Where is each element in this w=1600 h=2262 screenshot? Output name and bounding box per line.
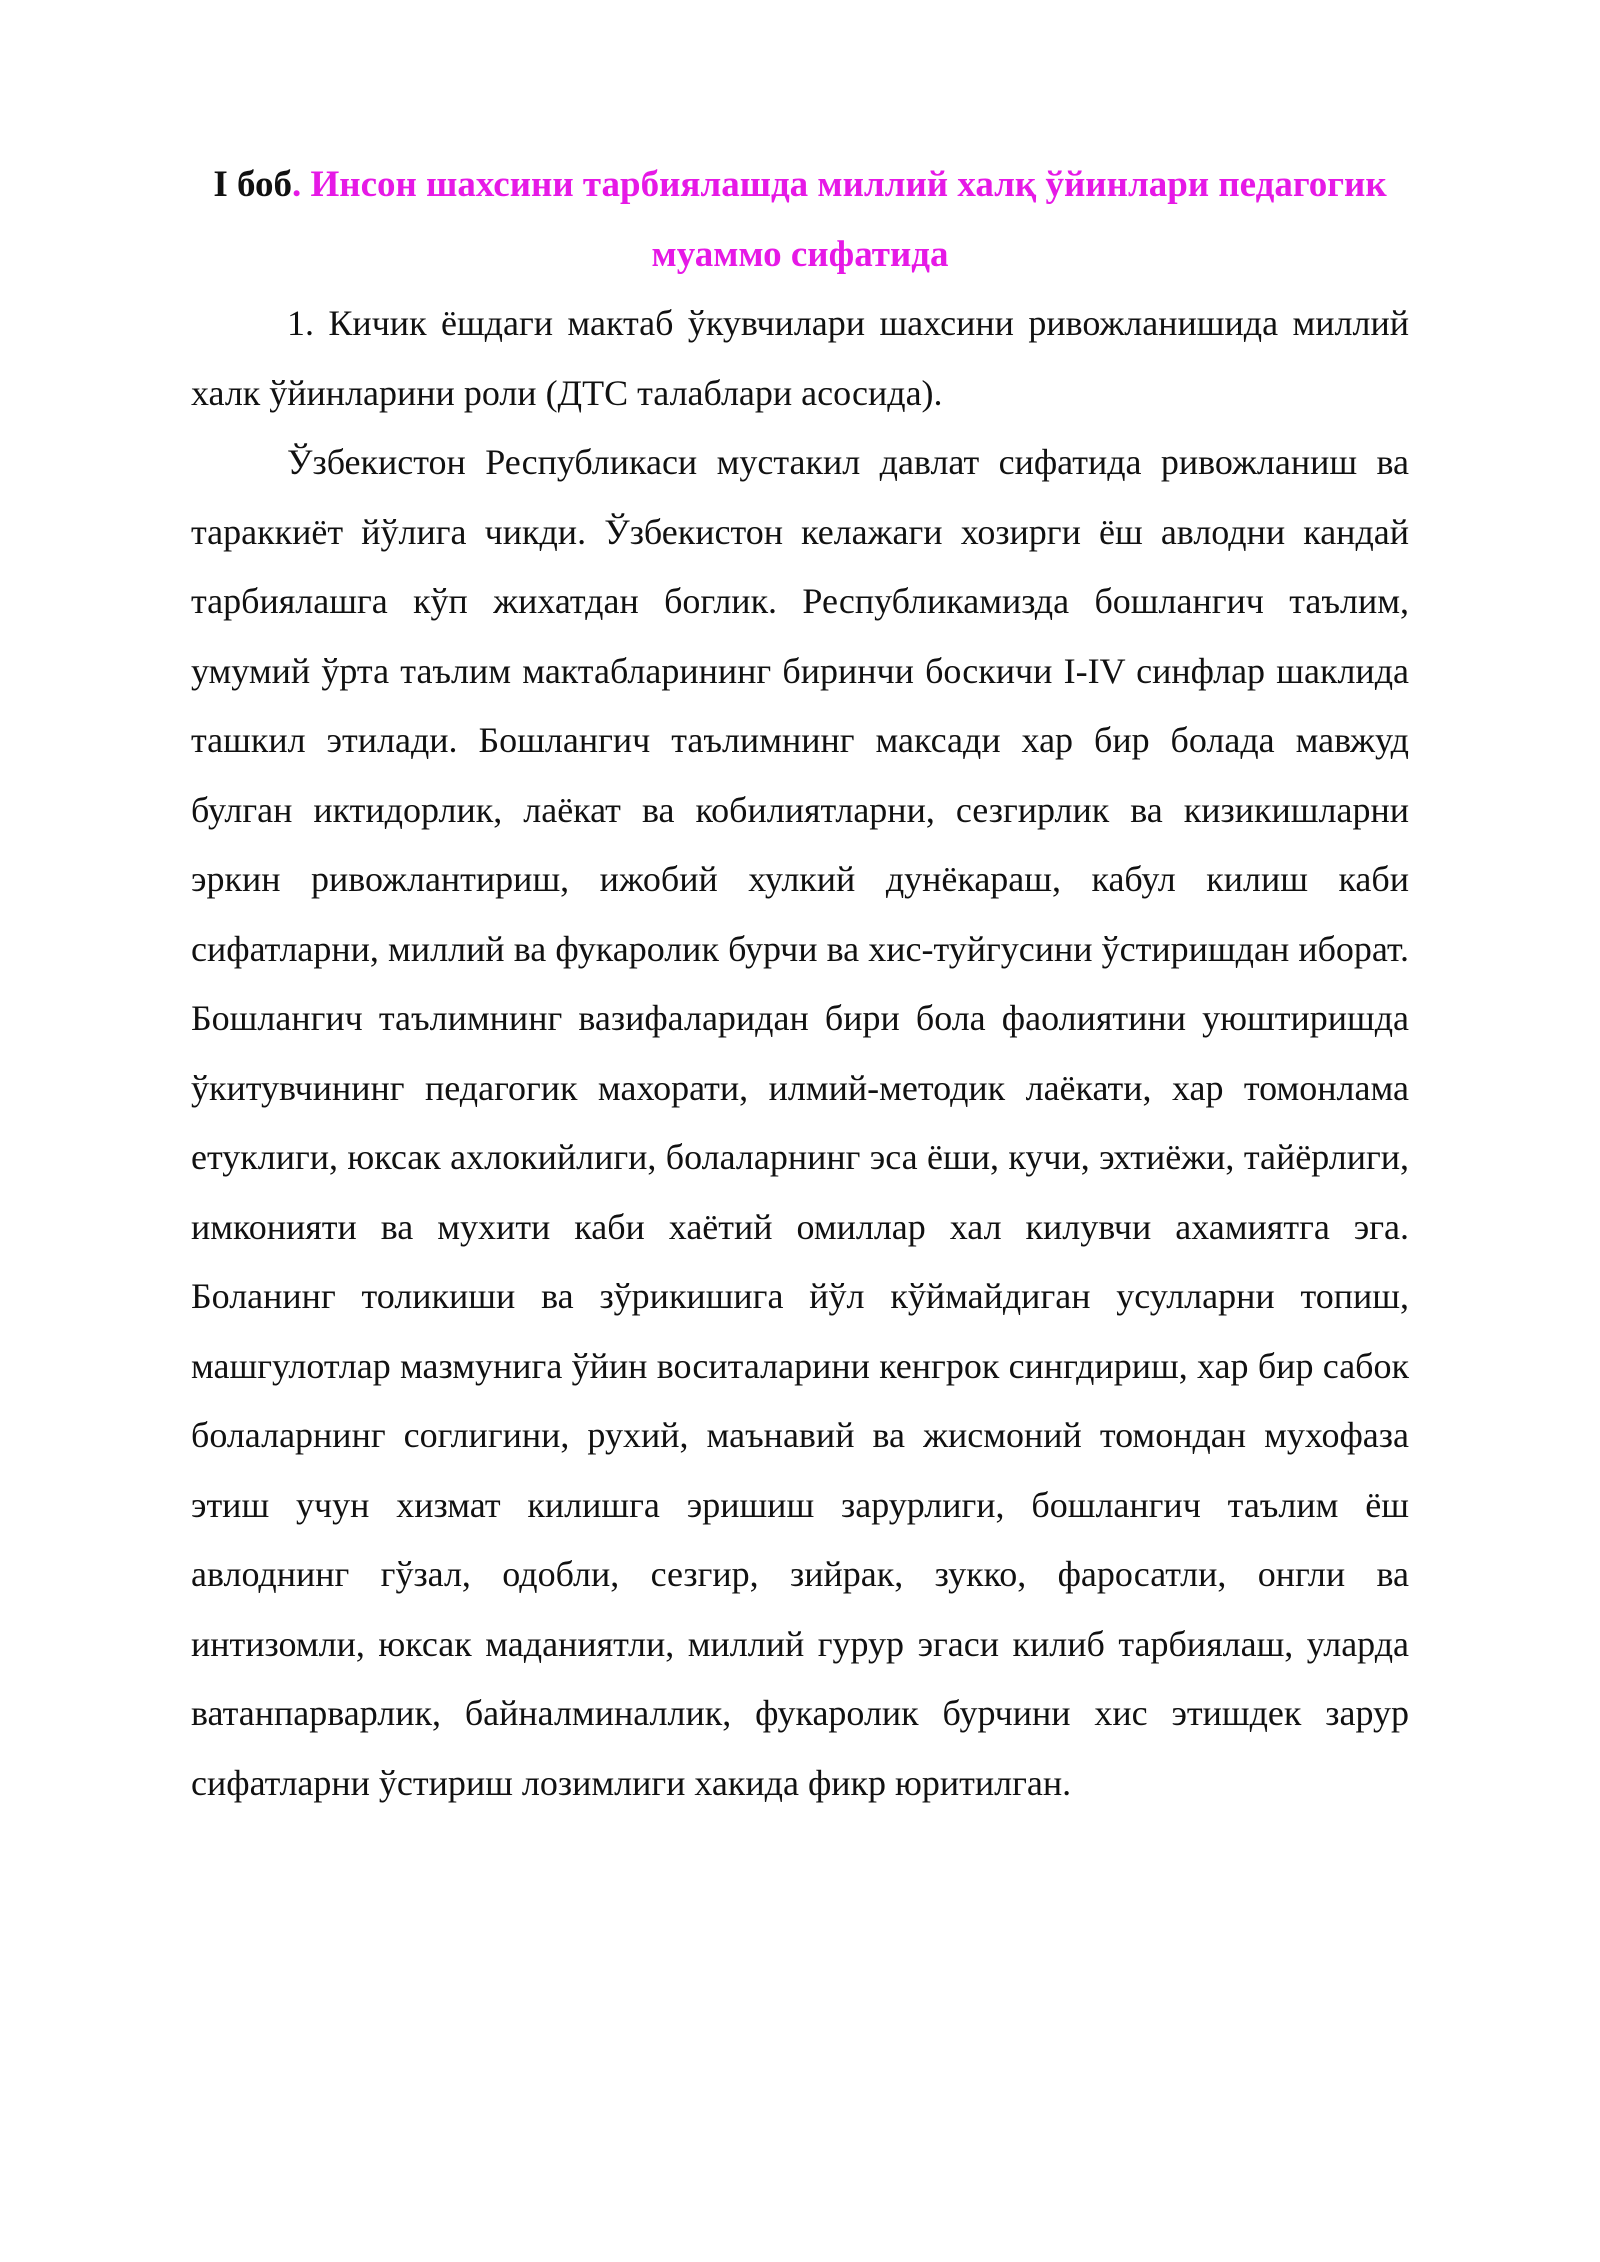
- chapter-title: . Инсон шахсини тарбиялашда миллий халқ ўйинлари педагогик муаммо сифатида: [292, 164, 1387, 275]
- body-paragraph: Ўзбекистон Республикаси мустакил давлат сифатида ривожланиш ва тараккиёт йўлига чикди. Ўзбекистон келажаги хозирги ёш авлодни кандай тарбиялашга кўп жихатдан боглик. Республикамизда бошлангич таълим, умумий ўрта таълим мактабларининг биринчи боскичи I-IV синфлар шаклида ташкил этилади. Бошлангич таълимнинг максади хар бир болада мавжуд булган иктидорлик, лаёкат ва кобилиятларни, сезгирлик ва кизикишларни эркин ривожлантириш, ижобий хулкий дунёкараш, кабул килиш каби сифатларни, миллий ва фукаролик бурчи ва хис-туйгусини ўстиришдан иборат. Бошлангич таълимнинг вазифаларидан бири бола фаолиятини уюштиришда ўкитувчининг педагогик махорати, илмий-методик лаёкати, хар томонлама етуклиги, юксак ахлокийлиги, болаларнинг эса ёши, кучи, эхтиёжи, тайёрлиги, имконияти ва мухити каби хаётий омиллар хал килувчи ахамиятга эга. Боланинг толикиши ва зўрикишига йўл кўймайдиган усулларни топиш, машгулотлар мазмунига ўйин воситаларини кенгрок сингдириш, хар бир сабок болаларнинг соглигини, рухий, маънавий ва жисмоний томондан мухофаза этиш учун хизмат килишга эришиш зарурлиги, бошлангич таълим ёш авлоднинг гўзал, одобли, сезгир, зийрак, зукко, фаросатли, онгли ва интизомли, юксак маданиятли, миллий гурур эгаси килиб тарбиялаш, уларда ватанпарварлик, байналминаллик, фукаролик бурчини хис этишдек зарур сифатларни ўстириш лозимлиги хакида фикр юритилган.: [191, 442, 1409, 1803]
- chapter-heading: [163, 150, 1437, 289]
- document-body: [191, 150, 1409, 1818]
- section-subtitle-paragraph: 1. Кичик ёшдаги мактаб ўкувчилари шахсини ривожланишида миллий халк ўйинларини роли (ДТС талаблари асосида).: [191, 303, 1409, 413]
- chapter-number: I боб: [213, 164, 293, 205]
